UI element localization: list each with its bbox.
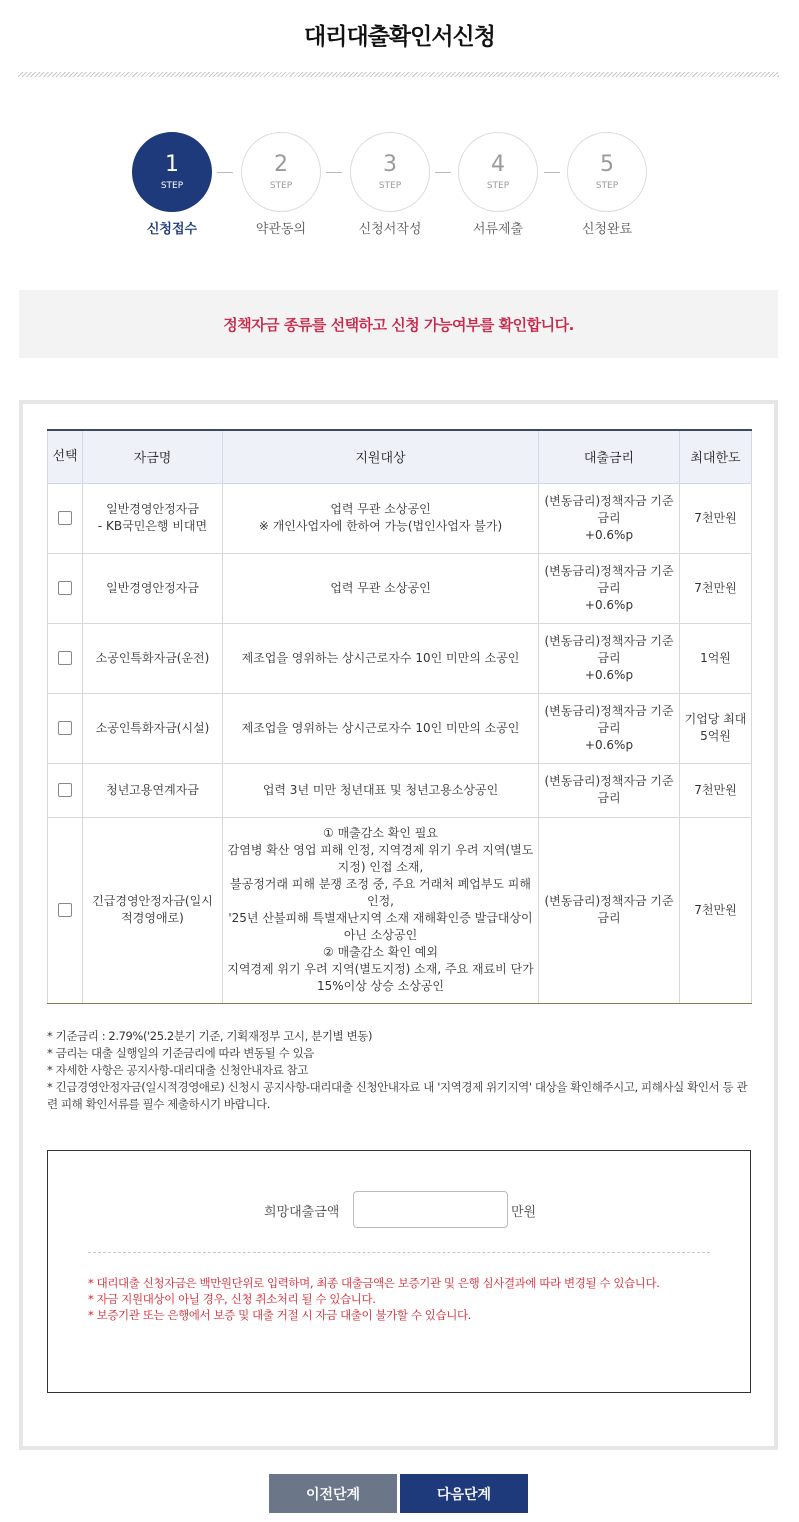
fund-target: 제조업을 영위하는 상시근로자수 10인 미만의 소공인 [223, 693, 539, 763]
fund-limit: 7천만원 [680, 553, 752, 623]
table-row [48, 817, 752, 1003]
application-panel [19, 400, 778, 1450]
loan-amount-label: 희망대출금액 [264, 1205, 340, 1220]
step-connector [544, 172, 560, 173]
column-header-select: 선택 [48, 430, 83, 483]
fund-limit: 1억원 [680, 623, 752, 693]
fund-target: 업력 무관 소상공인 ※ 개인사업자에 한하여 가능(법인사업자 불가) [223, 483, 539, 553]
step-circle [567, 132, 647, 212]
step-circle [132, 132, 212, 212]
step-indicator [0, 132, 799, 242]
select-checkbox[interactable] [58, 783, 72, 797]
footnote: * 금리는 대출 실행일의 기준금리에 따라 변동될 수 있음 [47, 1046, 314, 1060]
step-label: 신청완료 [581, 222, 633, 237]
next-step-button[interactable]: 다음단계 [400, 1474, 528, 1513]
column-header-limit: 최대한도 [680, 430, 752, 483]
loan-amount-input[interactable] [353, 1191, 508, 1228]
step-label: 서류제출 [472, 222, 524, 237]
fund-target: ① 매출감소 확인 필요 감염병 확산 영업 피해 인정, 지역경제 위기 우려 지역(별도지정) 인접 소재, 불공정거래 피해 분쟁 조정 중, 주요 거래처 폐업부도 피해 인정, '25년 산불피해 특별재난지역 소재 재해확인증 발급대상이 아닌 소상공인 ② 매출감소 확인 예외 지역경제 위기 우려 지역(별도지정) 소재, 주요 재료비 단가 15%이상 상승 소상공인 [223, 817, 539, 1003]
step-circle [241, 132, 321, 212]
column-header-rate: 대출금리 [539, 430, 680, 483]
select-checkbox[interactable] [58, 651, 72, 665]
page-title: 대리대출확인서신청 [304, 24, 495, 50]
step-label: 신청접수 [146, 222, 198, 237]
fund-target: 업력 무관 소상공인 [223, 553, 539, 623]
fund-rate: (변동금리)정책자금 기준금리 +0.6%p [539, 483, 680, 553]
table-header-row [48, 430, 752, 483]
select-checkbox[interactable] [58, 903, 72, 917]
fund-limit: 기업당 최대 5억원 [680, 693, 752, 763]
step-number: 4 [491, 152, 505, 177]
fund-name: 소공인특화자금(시설) [83, 693, 223, 763]
column-header-name: 자금명 [83, 430, 223, 483]
fund-name: 일반경영안정자금 [83, 553, 223, 623]
fund-name: 긴급경영안정자금(일시적경영애로) [83, 817, 223, 1003]
fund-rate: (변동금리)정책자금 기준금리 +0.6%p [539, 693, 680, 763]
fund-rate: (변동금리)정책자금 기준금리 +0.6%p [539, 623, 680, 693]
previous-step-button[interactable]: 이전단계 [269, 1474, 397, 1513]
fund-target: 제조업을 영위하는 상시근로자수 10인 미만의 소공인 [223, 623, 539, 693]
step-number: 3 [383, 152, 397, 177]
fund-table [47, 429, 752, 1004]
step-3 [349, 132, 431, 237]
step-4 [457, 132, 539, 237]
step-caption: STEP [160, 181, 184, 191]
notice-banner: 정책자금 종류를 선택하고 신청 가능여부를 확인합니다. [19, 290, 778, 358]
step-caption: STEP [486, 181, 510, 191]
step-connector [217, 172, 233, 173]
fund-limit: 7천만원 [680, 763, 752, 817]
step-label: 신청서작성 [358, 222, 422, 237]
footnote: * 기준금리 : 2.79%('25.2분기 기준, 기획재정부 고시, 분기별 변동) [47, 1029, 373, 1043]
loan-warning: * 대리대출 신청자금은 백만원단위로 입력하며, 최종 대출금액은 보증기관 및 은행 심사결과에 따라 변경될 수 있습니다. [88, 1276, 660, 1290]
loan-warning: * 자금 지원대상이 아닐 경우, 신청 취소처리 될 수 있습니다. [88, 1292, 376, 1306]
step-1 [131, 132, 213, 237]
table-row [48, 483, 752, 553]
loan-amount-unit: 만원 [511, 1205, 537, 1220]
fund-rate: (변동금리)정책자금 기준금리 +0.6%p [539, 553, 680, 623]
step-label: 약관동의 [255, 222, 307, 237]
step-connector [435, 172, 451, 173]
step-caption: STEP [378, 181, 402, 191]
step-number: 2 [274, 152, 288, 177]
step-circle [458, 132, 538, 212]
title-divider [18, 72, 779, 77]
fund-limit: 7천만원 [680, 483, 752, 553]
table-row [48, 623, 752, 693]
step-caption: STEP [595, 181, 619, 191]
loan-amount-box [47, 1150, 751, 1393]
step-number: 5 [600, 152, 614, 177]
select-checkbox[interactable] [58, 581, 72, 595]
step-5 [566, 132, 648, 237]
loan-warning: * 보증기관 또는 은행에서 보증 및 대출 거절 시 자금 대출이 불가할 수 있습니다. [88, 1308, 471, 1322]
select-checkbox[interactable] [58, 511, 72, 525]
footnotes [47, 1028, 757, 1113]
fund-name: 청년고용연계자금 [83, 763, 223, 817]
step-connector [326, 172, 342, 173]
step-caption: STEP [269, 181, 293, 191]
table-row [48, 763, 752, 817]
table-row [48, 693, 752, 763]
table-row [48, 553, 752, 623]
footnote: * 긴급경영안정자금(일시적경영애로) 신청시 공지사항-대리대출 신청안내자료 내 '지역경제 위기지역' 대상을 확인해주시고, 피해사실 확인서 등 관련 피해 확인서류를 필수 제출하시기 바랍니다. [47, 1080, 748, 1111]
loan-warnings [88, 1275, 728, 1323]
column-header-target: 지원대상 [223, 430, 539, 483]
loan-amount-row [48, 1191, 752, 1229]
fund-name: 일반경영안정자금 - KB국민은행 비대면 [83, 483, 223, 553]
loan-divider [88, 1252, 710, 1253]
step-number: 1 [165, 152, 179, 177]
fund-name: 소공인특화자금(운전) [83, 623, 223, 693]
fund-limit: 7천만원 [680, 817, 752, 1003]
fund-rate: (변동금리)정책자금 기준금리 [539, 817, 680, 1003]
footnote: * 자세한 사항은 공지사항-대리대출 신청안내자료 참고 [47, 1063, 308, 1077]
step-2 [240, 132, 322, 237]
select-checkbox[interactable] [58, 721, 72, 735]
fund-target: 업력 3년 미만 청년대표 및 청년고용소상공인 [223, 763, 539, 817]
step-circle [350, 132, 430, 212]
fund-rate: (변동금리)정책자금 기준금리 [539, 763, 680, 817]
